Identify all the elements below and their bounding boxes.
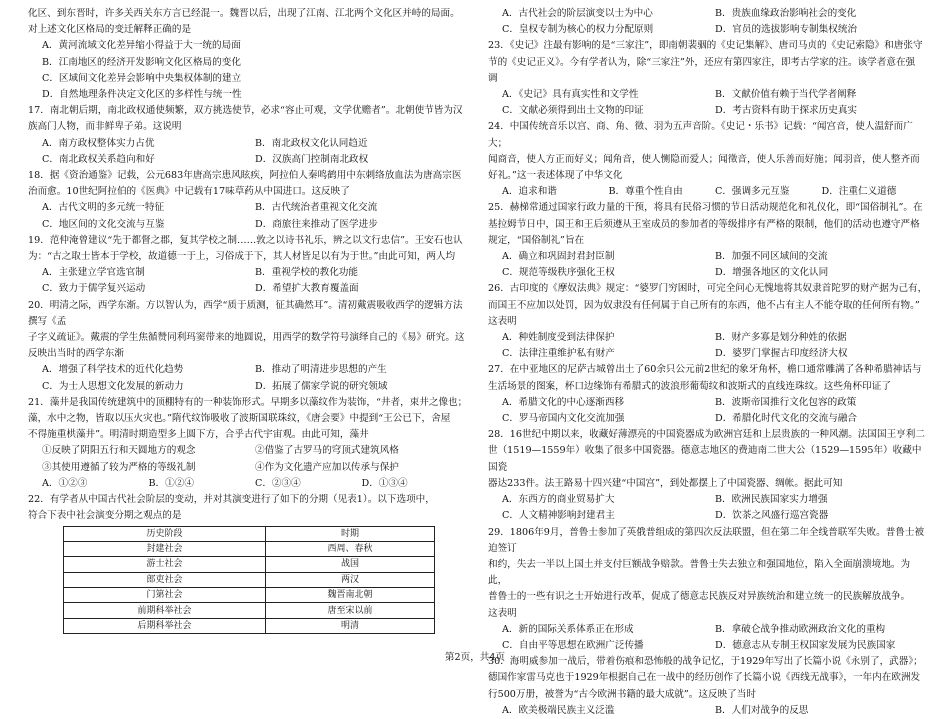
text-line: 和约，失去一半以上国土并支付巨额战争赔款。普鲁士失去独立和强国地位，陷入全面崩溃境地。为此， <box>488 558 911 587</box>
question-27: 27．在中亚地区的尼萨古城曾出土了60余只公元前2世纪的象牙角杯，檐口通常雕满了各种希腊神话与 <box>488 364 922 376</box>
option-row: C．为士人思想文化发展的新动力 D．拓展了儒家学说的研究领域 <box>42 380 388 392</box>
option-row: C．皇权专制为核心的权力分配原则 D．官员的选拔影响专制集权统治 <box>502 24 858 36</box>
option-row: A．古代文明的多元统一特征 B．古代统治者重视文化交流 <box>42 202 378 214</box>
table-row: 封建社会 西周、春秋 <box>64 541 435 556</box>
text-line: 化区、到东晋时，许多关西关东方言已经混一。魏晋以后，出现了江南、江北两个文化区并峙的局面。 <box>28 8 460 19</box>
option-row: A．增强了科学技术的近代化趋势 B．推动了明清进步思想的产生 <box>42 364 387 376</box>
table-row: 郎吏社会 两汉 <box>64 572 435 587</box>
question-17: 17．南北朝后期，南北政权通使频繁，双方挑选使节，必求“容止可观，文学优赡者”。北朝使节皆为汉 <box>28 105 463 117</box>
option-row: A．种姓制度受到法律保护 B．财产多寡是划分种姓的依据 <box>502 332 847 344</box>
table-row: 门第社会 魏晋南北朝 <box>64 588 435 603</box>
text-line: 好礼。”这一表述体现了中华文化 <box>488 170 623 182</box>
text-line: 不得施重栱藻井”。明清时期造型多上圆下方，合乎古代宇宙观。由此可知，藻井 <box>28 429 369 441</box>
option-row: A．东西方的商业贸易扩大 B．欧洲民族国家实力增强 <box>502 494 828 506</box>
option-row: C．南北政权关系趋向和好 D．汉族高门控制南北政权 <box>42 153 369 165</box>
text-line: 基拉姆节日中，国王和王后须遵从王室成员的参加者的等级排序有严格的限制，他们的活动也遵守严格规定，“国俗制礼”旨在 <box>488 218 920 246</box>
option-row: A．新的国际关系体系正在形成 B．拿破仑战争推动欧洲政治文化的重构 <box>502 623 886 635</box>
question-30: 30．海明威参加一战后，带着伤痕和恐怖般的战争记忆，于1929年写出了长篇小说《永别了，武器》； <box>488 656 923 668</box>
text-line: 这表明 <box>488 315 517 327</box>
text-line: 节的《史记正义》。今有学者认为，除“三家注”外，还应有第四家注，即考古学家的注。该学者意在强 <box>488 56 916 68</box>
option-row: C．文献必须得到出土文物的印证 D．考古资料有助于探求历史真实 <box>502 105 858 117</box>
option-row: C．规范等级秩序强化王权 D．增强各地区的文化认同 <box>502 267 829 279</box>
option-row: C．罗马帝国内文化交流加强 D．希腊化时代文化的交流与融合 <box>502 413 858 425</box>
text-line: 器达233件。法王路易十四兴建“中国宫”，到处都摆上了中国瓷器、绸帐。据此可知 <box>488 477 843 489</box>
table-row: 游士社会 战国 <box>64 557 435 572</box>
option-row: A．追求和谐 B．尊重个性自由 C．强调多元互鉴 D．注重仁义道德 <box>502 186 897 198</box>
question-28: 28．16世纪中期以来，收藏好薄漂亮的中国瓷器成为欧洲宫廷和上层贵族的一种风潮。法国国王亨利二 <box>488 429 925 441</box>
text-line: 生活场景的图案，杯口边缘饰有希腊式的波浪形葡萄纹和波斯式的直线连珠纹。这些角杯印证了 <box>488 380 891 392</box>
text-line: 反映出当时的西学东渐 <box>28 348 124 360</box>
page-footer: 第2页，共4页 <box>444 652 506 663</box>
text-line: 这表明 <box>488 607 517 619</box>
question-18: 18．据《资治通鉴》记载，公元683年唐高宗患风眩疾，阿拉伯人秦鸣鹤用中东刺络放血法为唐高宗医 <box>28 170 462 182</box>
option-row: A．①②③ B．①②④ C．②③④ D．①③④ <box>42 477 408 489</box>
text-line: 藻，水中之物，皆取以压火灾也。”隋代纹饰吸收了波斯国联珠纹，《唐会要》中提到“王公已下，舍屋 <box>28 413 451 425</box>
question-26: 26．古印度的《摩奴法典》规定：“婆罗门穷困时，可完全问心无愧地将其奴隶首陀罗的财产据为己有， <box>488 283 928 295</box>
text-line: 世（1519—1559年）收集了很多中国瓷器。德意志地区的费迪南二世大公（1529—1595年）收藏中国瓷 <box>488 445 922 473</box>
text-line: 调 <box>488 72 498 84</box>
question-24: 24．中国传统音乐以宫、商、角、徵、羽为五声音阶。《史记・乐书》记载：“闻宫音，使人温舒而广大； <box>488 121 913 149</box>
option-row: A．确立和巩固封君封臣制 B．加强不同区域间的交流 <box>502 251 828 263</box>
option-row: A．欧美极端民族主义泛滥 B．人们对战争的反思 <box>502 704 809 716</box>
text-line: 治而愈。10世纪阿拉伯的《医典》中记载有17味草药从中国进口。这反映了 <box>28 186 350 198</box>
text-line: 而国王不应加以处罚，因为奴隶没有任何属于自己所有的东西，他不占有主人不能夺取的任何所有物。” <box>488 299 920 311</box>
question-20: 20．明清之际，西学东渐。方以智认为，西学“质于质测，征其确然耳”。清初戴震吸收西学的逻辑方法撰写《孟 <box>28 299 463 327</box>
table-header: 时期 <box>266 526 435 541</box>
question-19: 19．范仲淹曾建议“先于都督之郡，复其学校之制……敦之以诗书礼乐，辨之以文行忠信”。王安石也认 <box>28 234 463 246</box>
text-line: 子字义疏证》。戴震的学生焦循赞同利玛窦带来的地圆说，用西学的数学符号演绎自己的《易》研究。这 <box>28 332 465 344</box>
option-row: A．《史记》具有真实性和文学性 B．文献价值有赖于当代学者阐释 <box>502 89 857 101</box>
option-row: A．南方政权整体实力占优 B．南北政权文化认同趋近 <box>42 137 368 149</box>
table-row: 后期科举社会 明清 <box>64 618 435 633</box>
option-row: C．致力于儒学复兴运动 D．希望扩大教育覆盖面 <box>42 283 359 295</box>
question-21: 21．藻井是我国传统建筑中的顶棚特有的一种装饰形式。早期多以藻纹作为装饰，“井者，束井之像也； <box>28 396 468 408</box>
option-row: A．主张建立学官选官制 B．重视学校的教化功能 <box>42 267 358 279</box>
text-line: 闻商音，使人方正而好义；闻角音，使人恻隐而爱人；闻徵音，使人乐善而好施；闻羽音，使人整齐而 <box>488 153 920 165</box>
text-line: 为：“古之取士皆本于学校，故道德一于上，习俗成于下，其人材皆足以有为于世。”由此可知，两人均 <box>28 251 456 263</box>
option-row: A．古代社会的阶层演变以士为中心 B．贵族血缘政治影响社会的变化 <box>502 8 857 19</box>
option-row: C．法律注重维护私有财产 D．婆罗门掌握古印度经济大权 <box>502 348 848 360</box>
question-25: 25．赫梯常通过国家行政力量的干预，将具有民俗习惯的节日活动规范化和礼仪化，即“国俗制礼”。在 <box>488 202 923 214</box>
question-29: 29．1806年9月，普鲁士参加了英俄普组成的第四次反法联盟，但在第二年全线普联军失败。普鲁士被迫签订 <box>488 526 925 554</box>
option: D．自然地理条件决定文化区的多样性与统一性 <box>42 89 242 101</box>
item-row: ①反映了阴阳五行和天圆地方的观念 ②借鉴了古罗马的穹顶式建筑风格 <box>42 445 399 457</box>
text-line: 德国作家雷马克也于1929年根据自己在一战中的经历创作了长篇小说《西线无战事》，一年内在欧洲发 <box>488 672 921 684</box>
table-row: 前期科举社会 唐至宋以前 <box>64 603 435 618</box>
table-header: 历史阶段 <box>64 526 266 541</box>
option-row: A．希腊文化的中心逐渐西移 B．波斯帝国推行文化包容的政策 <box>502 396 857 408</box>
text-line: 普鲁士的一些有识之士开始进行改革，促成了德意志民族反对异族统治和建立统一的民族解放战争。 <box>488 591 911 603</box>
left-column <box>28 6 468 634</box>
option: A．黄河流域文化差异缩小得益于大一统的局面 <box>42 40 241 52</box>
question-22: 22．有学者从中国古代社会阶层的变动，并对其演变进行了如下的分期（见表1）。以下选项中， <box>28 494 435 506</box>
era-table <box>63 526 435 635</box>
question-23: 23．《史记》注最有影响的是“三家注”，即南朝裴骃的《史记集解》、唐司马贞的《史记索隐》和唐张守 <box>488 40 923 52</box>
text-line: 行500万册，被誉为“古今欧洲书籍的最大成就”。这反映了当时 <box>488 688 756 700</box>
option-row: C．地区间的文化交流与互鉴 D．商旅往来推动了医学进步 <box>42 218 378 230</box>
option: B．江南地区的经济开发影响文化区格局的变化 <box>42 56 241 68</box>
option: C．区域间文化差异会影响中央集权体制的建立 <box>42 72 242 84</box>
text-line: 符合下表中社会演变分期之观点的是 <box>28 510 182 522</box>
option-row: C．人文精神影响封建君主 D．饮茶之风盛行巡宫瓷器 <box>502 510 829 522</box>
text-line: 对上述文化区格局的变迁解释正确的是 <box>28 24 192 36</box>
right-column <box>488 6 928 719</box>
text-line: 族高门人物，而非鲜卑子弟。这说明 <box>28 121 182 133</box>
option-row: C．自由平等思想在欧洲广泛传播 D．德意志从专制王权国家发展为民族国家 <box>502 639 896 651</box>
item-row: ③其使用遵循了较为严格的等级礼制 ④作为文化遗产应加以传承与保护 <box>42 461 399 473</box>
